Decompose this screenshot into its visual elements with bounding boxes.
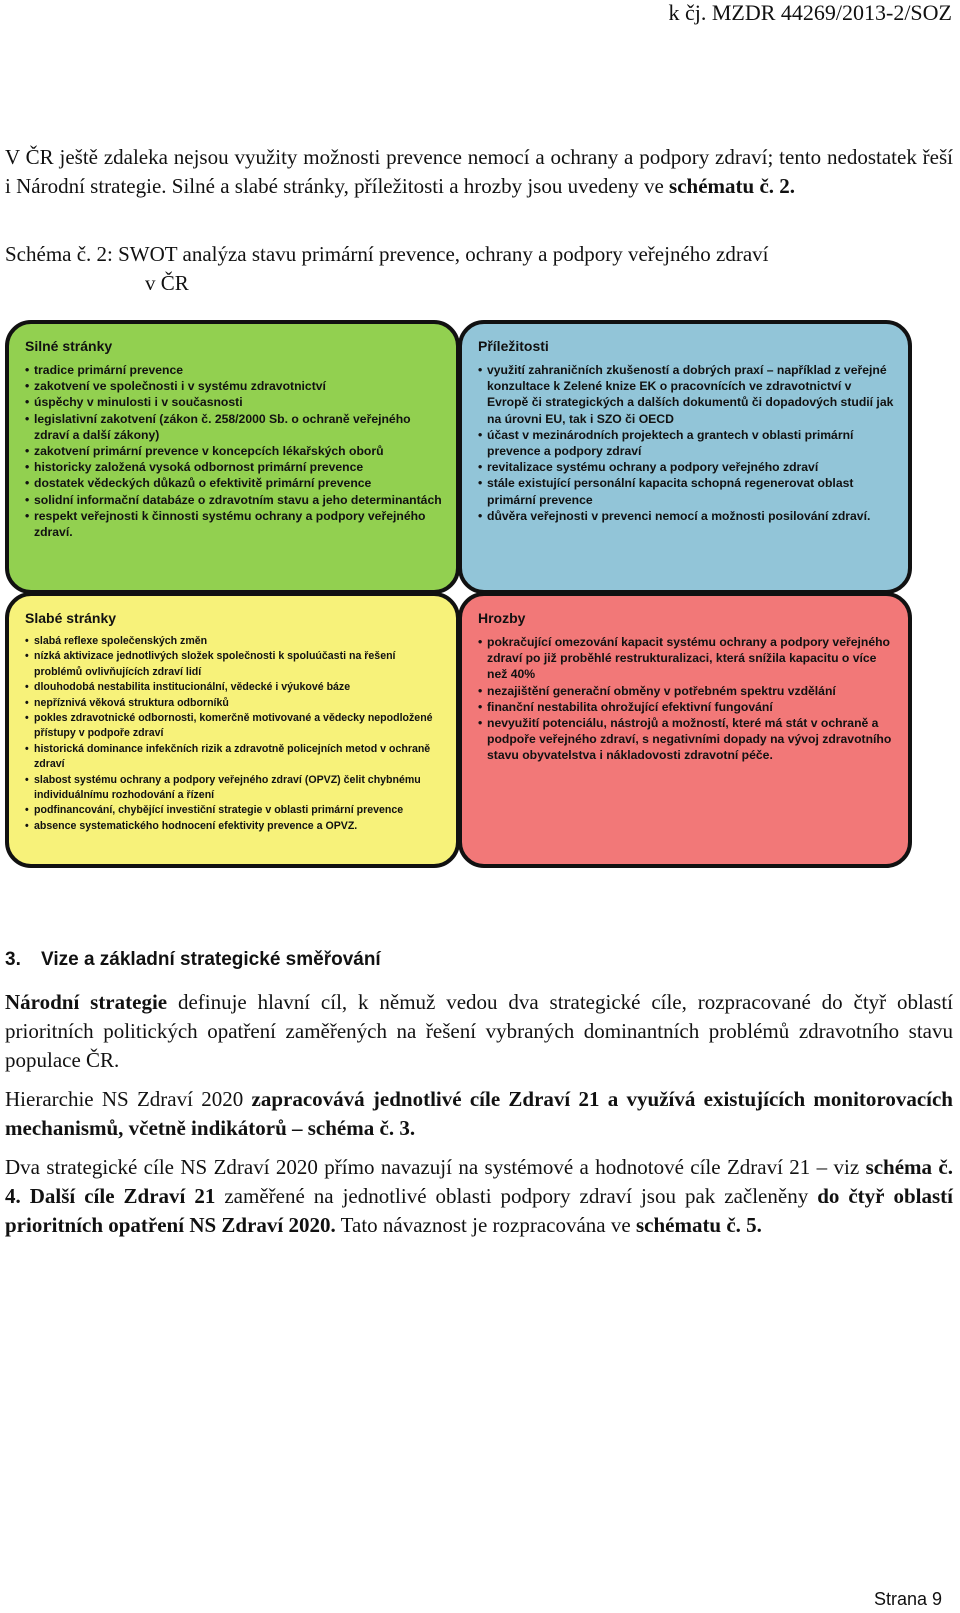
swot-threats-list	[478, 634, 894, 764]
swot-list-item: • nevyužití potenciálu, nástrojů a možností, které má stát v ochraně a podpoře veřejného zdraví, s negativními dopady na vývoj zdravotního stavu obyvatelstva i nákladovosti zdravotní péče.	[478, 716, 892, 763]
swot-list-item: • úspěchy v minulosti i v současnosti	[25, 395, 243, 410]
bullet-icon: •	[25, 492, 30, 507]
p3-text-a: Dva strategické cíle NS Zdraví 2020 přímo navazují na systémové a hodnotové cíle Zdraví 21 – viz	[5, 1155, 866, 1179]
bullet-icon: •	[478, 716, 483, 731]
intro-text: V ČR ještě zdaleka nejsou využity možnosti prevence nemocí a ochrany a podpory zdraví; tento nedostatek řeší i Národní strategie. Silné a slabé stránky, příležitosti a hrozby jsou uvedeny ve	[5, 145, 953, 198]
bullet-icon: •	[478, 508, 483, 523]
bullet-icon: •	[25, 742, 29, 755]
swot-list-item: • zakotvení ve společnosti i v systému zdravotnictví	[25, 379, 326, 394]
p1-bold: Národní strategie	[5, 990, 168, 1014]
bullet-icon: •	[25, 444, 30, 459]
swot-list-item: • nízká aktivizace jednotlivých složek společnosti k spoluúčasti na řešení problémů ovlivňujících zdraví lidí	[25, 650, 396, 678]
section-heading	[5, 948, 381, 972]
bullet-icon: •	[25, 819, 29, 832]
bullet-icon: •	[25, 476, 30, 491]
swot-strengths-title: Silné stránky	[25, 338, 113, 354]
swot-list-item: • stále existující personální kapacita schopná regenerovat oblast primární prevence	[478, 476, 854, 507]
page-number: Strana 9	[873, 1589, 942, 1609]
swot-list-item: • historická dominance infekčních rizik a zdravotně policejních metod v ochraně zdraví	[25, 742, 431, 771]
swot-list-item: • slabá reflexe společenských změn	[25, 634, 442, 649]
swot-list-item: • důvěra veřejnosti v prevenci nemocí a možnosti posilování zdraví.	[478, 508, 871, 523]
p1-text: definuje hlavní cíl, k němuž vedou dva strategické cíle, rozpracované do čtyř oblastí prioritních politických opatření zaměřených na řešení vybraných dominantních problémů zdravotního stavu populace ČR.	[5, 990, 953, 1072]
swot-list-item: • legislativní zakotvení (zákon č. 258/2000 Sb. o ochraně veřejného zdraví a další zákony)	[25, 411, 411, 442]
swot-list-item: • respekt veřejnosti k činnosti systému ochrany a podpory veřejného zdraví.	[25, 508, 426, 540]
swot-threats-title: Hrozby	[478, 610, 526, 626]
swot-list-item: • nezajištění generační obměny v potřebném spektru vzdělání	[478, 683, 836, 698]
bullet-icon: •	[478, 699, 483, 714]
swot-list-item: • účast v mezinárodních projektech a grantech v oblasti primární prevence a podpory zdraví	[478, 427, 854, 459]
bullet-icon: •	[478, 427, 483, 442]
p3-bold-a: schéma č. 4.	[5, 1155, 953, 1208]
schema-caption-line2: v ČR	[145, 271, 189, 295]
p2-bold: zapracovává jednotlivé cíle Zdraví 21 a využívá existujících monitorovacích mechanismů, včetně indikátorů – schéma č. 3.	[5, 1087, 953, 1140]
swot-threats	[458, 592, 912, 868]
swot-list-item: • dostatek vědeckých důkazů o efektivitě primární prevence	[25, 476, 372, 491]
bullet-icon: •	[25, 395, 30, 410]
bullet-icon: •	[478, 460, 483, 475]
swot-list-item: • revitalizace systému ochrany a podpory veřejného zdraví	[478, 460, 819, 475]
bullet-icon: •	[25, 460, 30, 475]
p3-text-c: Tato návaznost je rozpracována ve	[335, 1213, 636, 1237]
schema-caption-line1: Schéma č. 2: SWOT analýza stavu primární prevence, ochrany a podpory veřejného zdraví	[5, 242, 769, 266]
intro-bold-ref: schématu č. 2.	[669, 174, 796, 198]
document-reference: k čj. MZDR 44269/2013-2/SOZ	[668, 0, 952, 25]
swot-list-item: • nepříznivá věková struktura odborníků	[25, 696, 442, 711]
swot-list-item: • pokles zdravotnické odbornosti, komerčně motivované a vědecky nepodložené přístupy v podpoře zdraví	[25, 712, 433, 740]
bullet-icon: •	[478, 363, 483, 377]
swot-list-item: • historicky založená vysoká odbornost primární prevence	[25, 460, 364, 475]
bullet-icon: •	[478, 683, 483, 698]
bullet-icon: •	[25, 681, 29, 694]
bullet-icon: •	[25, 411, 30, 426]
paragraph-national-strategy	[5, 988, 953, 1075]
bullet-icon: •	[25, 363, 30, 377]
bullet-icon: •	[25, 508, 30, 523]
swot-list-item: • tradice primární prevence	[25, 363, 184, 377]
bullet-icon: •	[25, 379, 30, 394]
bullet-icon: •	[25, 773, 29, 786]
swot-opportunities-list	[478, 362, 894, 524]
section-number: 3.	[5, 949, 21, 970]
p2-text: Hierarchie NS Zdraví 2020	[5, 1087, 252, 1111]
swot-list-item: • podfinancování, chybějící investiční strategie v oblasti primární prevence	[25, 803, 442, 818]
swot-weaknesses-title: Slabé stránky	[25, 610, 117, 626]
swot-strengths-list	[25, 362, 442, 540]
swot-list-item: • využití zahraničních zkušeností a dobrých praxí – například z veřejné konzultace k Zelené knize EK o pracovnících ve zdravotnictví v Evropě či strategických a dalších dokumentů či dopadových studií jak na úrovni EU, tak i SZO či OECD	[478, 363, 894, 426]
bullet-icon: •	[478, 476, 483, 491]
bullet-icon: •	[25, 696, 29, 709]
p3-text-b: zaměřené na jednotlivé oblasti podpory zdraví jsou pak začleněny	[215, 1184, 818, 1208]
swot-list-item: • absence systematického hodnocení efektivity prevence a OPVZ.	[25, 819, 442, 834]
schema-caption	[5, 240, 953, 298]
bullet-icon: •	[25, 635, 29, 647]
swot-weaknesses	[5, 592, 460, 868]
swot-list-item: • pokračující omezování kapacit systému ochrany a podpory veřejného zdraví po již proběhlé restrukturalizaci, která snížila kapacitu o více než 40%	[478, 635, 890, 682]
paragraph-strategic-goals	[5, 1153, 953, 1240]
bullet-icon: •	[478, 635, 483, 649]
swot-weaknesses-list	[25, 634, 442, 834]
swot-strengths	[5, 320, 460, 594]
p3-bold-c: do čtyř oblastí prioritních opatření NS Zdraví 2020.	[5, 1184, 953, 1237]
swot-opportunities	[458, 320, 912, 594]
section-title: Vize a základní strategické směřování	[41, 949, 381, 970]
swot-list-item: • dlouhodobá nestabilita institucionální, vědecké i výukové báze	[25, 680, 442, 695]
swot-list-item: • solidní informační databáze o zdravotním stavu a jeho determinantách	[25, 492, 442, 507]
p3-bold-b: Další cíle Zdraví 21	[20, 1184, 216, 1208]
p3-bold-d: schématu č. 5.	[635, 1213, 762, 1237]
swot-list-item: • zakotvení primární prevence v koncepcích lékařských oborů	[25, 444, 384, 459]
intro-paragraph	[5, 143, 953, 201]
swot-opportunities-title: Příležitosti	[478, 338, 549, 354]
bullet-icon: •	[25, 650, 29, 663]
swot-list-item: • slabost systému ochrany a podpory veřejného zdraví (OPVZ) čelit chybnému individuálnímu rozhodování a řízení	[25, 773, 421, 802]
paragraph-hierarchy	[5, 1085, 953, 1143]
bullet-icon: •	[25, 804, 29, 817]
swot-list-item: • finanční nestabilita ohrožující efektivní fungování	[478, 699, 773, 714]
bullet-icon: •	[25, 712, 29, 725]
